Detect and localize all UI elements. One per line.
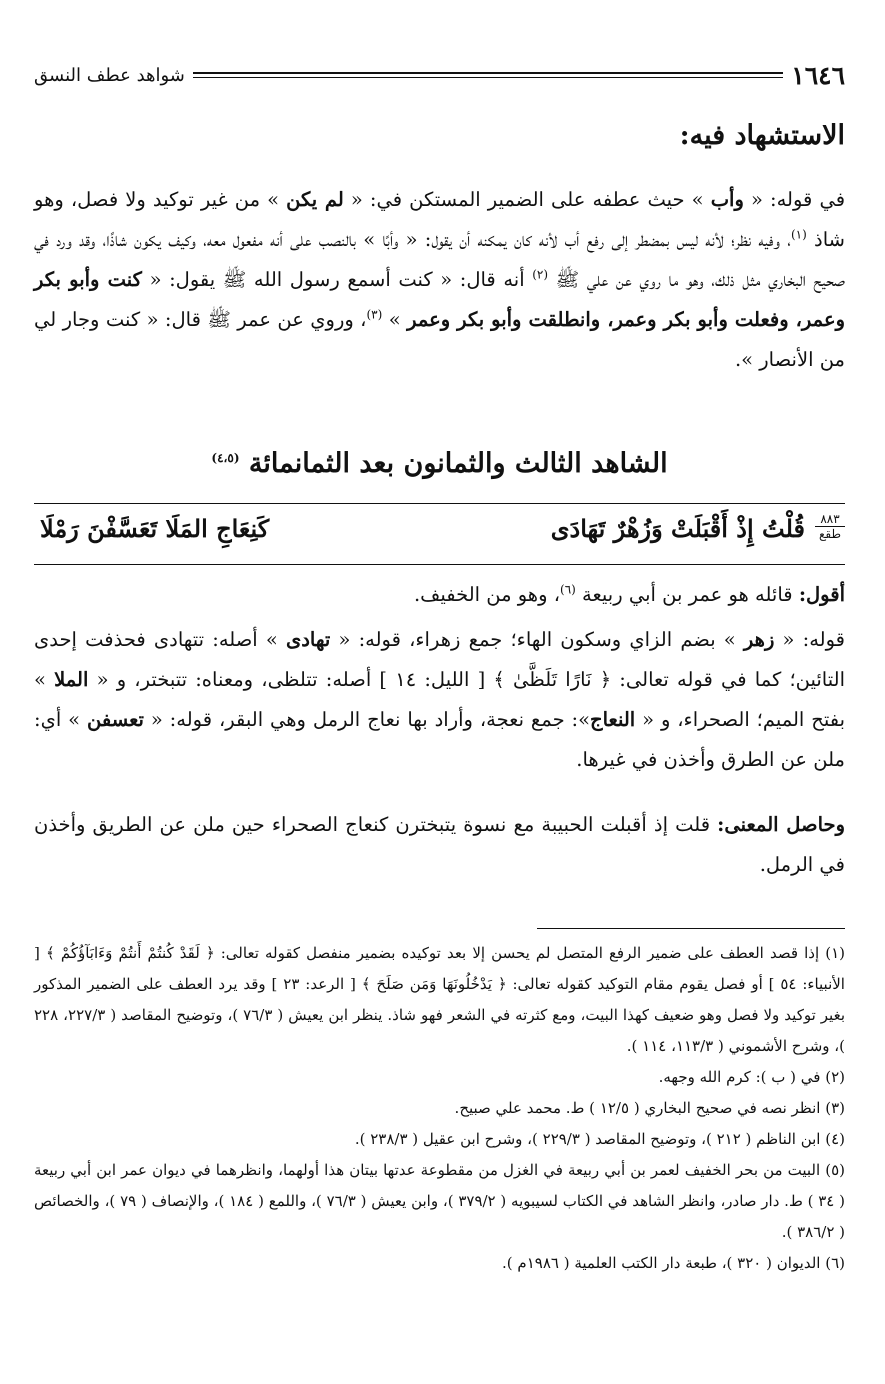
verse-meta	[815, 512, 845, 541]
text-run: » بفتح الميم؛ الصحراء، و «	[34, 668, 846, 731]
footnote: (٦) الديوان ( ٣٢٠ )، طبعة دار الكتب العلمية ( ١٩٨٦م ).	[502, 1254, 845, 1272]
text-run: قائله هو عمر بن أبي ربيعة	[582, 583, 799, 606]
text-run: ، وهو من الخفيف.	[413, 583, 560, 606]
bold-term: الملا	[54, 668, 89, 691]
bold-term: أقول:	[798, 583, 845, 606]
text-run: »	[388, 308, 401, 331]
footnotes	[34, 938, 845, 1279]
verse-box	[34, 503, 845, 565]
witness-heading	[34, 448, 845, 479]
footnote: (٢) في ( ب ): كرم الله وجهه.	[658, 1068, 845, 1086]
verse-first-hemistich: قُلْتُ إِذْ أَقْبَلَتْ وَزُهْرٌ تَهَادَى	[550, 514, 805, 543]
footnote: (٥) البيت من بحر الخفيف لعمر بن أبي ربيعة في الغزل من مقطوعة عدتها بيتان هذا أولهما، وانظرهما في ديوان عمر ابن أبي ربيعة ( ٣٤ ) ط. دار صادر، وانظر الشاهد في الكتاب لسيبويه ( ٣٧٩/٢ )، وابن يعيش ( ٧٦/٣ )، واللمع ( ١٨٤ )، والإنصاف ( ٧٩ )، والخصائص ( ٣٨٦/٢ ).	[34, 1161, 845, 1241]
text-run: » من غير توكيد ولا فصل، وهو شاذ	[34, 188, 845, 251]
vocabulary-paragraph	[34, 620, 845, 780]
attribution-paragraph	[34, 575, 845, 615]
bold-term: وأب	[710, 188, 744, 211]
footnote: (٣) انظر نصه في صحيح البخاري ( ١٢/٥ ) ط. محمد علي صبيح.	[454, 1099, 845, 1117]
page-number: ١٦٤٦	[791, 60, 845, 90]
footnote-ref: (٦)	[560, 582, 576, 597]
text-run: في قوله: «	[750, 188, 846, 211]
text-run: قلت إذ أقبلت الحبيبة مع نسوة يتبخترن كنعاج الصحراء حين ملن عن الطريق وأخذن في الرمل.	[34, 813, 845, 876]
text-run: قوله: «	[782, 628, 846, 651]
verse-number: ٨٨٣	[815, 512, 845, 527]
footnote-ref: (٢)	[532, 267, 549, 282]
text-run: » أي: ملن عن الطرق وأخذن في غيرها.	[34, 708, 845, 771]
text-run: » أصله: تتهادى فحذفت إحدى التائين؛ كما في قوله تعالى: ﴿ نَارًا تَلَظَّىٰ ﴾ [ الليل: ١٤ ] أصله: تتلظى، ومعناه: تتبختر، و «	[34, 628, 845, 691]
witness-title: الشاهد الثالث والثمانون بعد الثمانمائة	[248, 448, 668, 479]
text-run: »: جمع نعجة، وأراد بها نعاج الرمل وهي البقر، قوله: «	[150, 708, 591, 731]
header-rule	[193, 72, 783, 78]
text-run: » حيث عطفه على الضمير المستكن في: «	[350, 188, 704, 211]
running-title: شواهد عطف النسق	[34, 64, 185, 86]
footnote-rule	[537, 928, 845, 929]
footnote: (١) إذا قصد العطف على ضمير الرفع المتصل لم يحسن إلا بعد توكيده بضمير منفصل كقوله تعالى: ﴿ لَقَدْ كُنتُمْ أَنتُمْ وَءَابَآؤُكُمْ ﴾ [ الأنبياء: ٥٤ ] أو فصل يقوم مقام التوكيد كقوله تعالى: ﴿ يَدْخُلُونَهَا وَمَن صَلَحَ ﴾ [ الرعد: ٢٣ ] وقد يرد العطف على الضمير المذكور بغير توكيد ولا فصل وهو ضعيف كهذا البيت، ومع كثرته في الشعر فهو شاذ. ينظر ابن يعيش ( ٧٦/٣ )، وتوضيح المقاصد ( ٢٢٧/٣، ٢٢٨ )، وشرح الأشموني ( ١١٣/٣، ١١٤ ).	[34, 944, 845, 1055]
footnote: (٤) ابن الناظم ( ٢١٢ )، وتوضيح المقاصد ( ٢٢٩/٣ )، وشرح ابن عقيل ( ٢٣٨/٣ ).	[354, 1130, 845, 1148]
footnote-ref: (٤،٥)	[211, 451, 240, 465]
bold-term: لم يكن	[286, 188, 344, 211]
footnote-ref: (١)	[790, 227, 807, 242]
bold-term: وحاصل المعنى:	[717, 813, 845, 836]
bold-term: تعسفن	[87, 708, 144, 731]
text-run: » بضم الزاي وسكون الهاء؛ جمع زهراء، قوله: «	[338, 628, 736, 651]
text-run: ، وروي عن عمر ﷺ قال: « كنت وجار لي من الأنصار ».	[34, 308, 845, 371]
section-heading: الاستشهاد فيه:	[679, 120, 845, 151]
text-run: أنه قال: « كنت أسمع رسول الله ﷺ يقول: «	[149, 268, 533, 291]
meaning-paragraph	[34, 805, 845, 885]
bold-quote: كنت وأبو بكر وعمر، وفعلت وأبو بكر وعمر، وانطلقت وأبو بكر وعمر	[34, 268, 845, 331]
footnote-ref: (٣)	[366, 307, 383, 322]
bold-term: النعاج	[590, 708, 636, 731]
verse-second-hemistich: كَنِعَاجِ المَلَا تَعَسَّفْنَ رَمْلَا	[40, 514, 270, 543]
verse-meter: طقع	[818, 527, 841, 541]
bold-term: تهادى	[285, 628, 331, 651]
running-header	[34, 60, 845, 90]
commentary-paragraph	[34, 180, 845, 380]
bold-term: زهر	[743, 628, 775, 651]
text-run: ، وفيه نظر؛ لأنه ليس بمضطر إلى رفع أب لأنه كان يمكنه أن يقول: « وأبًا » بالنصب على أنه مفعول معه، وكيف يكون شاذًا، وقد ورد في صحيح البخاري مثل ذلك، وهو ما روي عن علي ﷺ	[34, 228, 846, 291]
book-page	[34, 0, 845, 1384]
